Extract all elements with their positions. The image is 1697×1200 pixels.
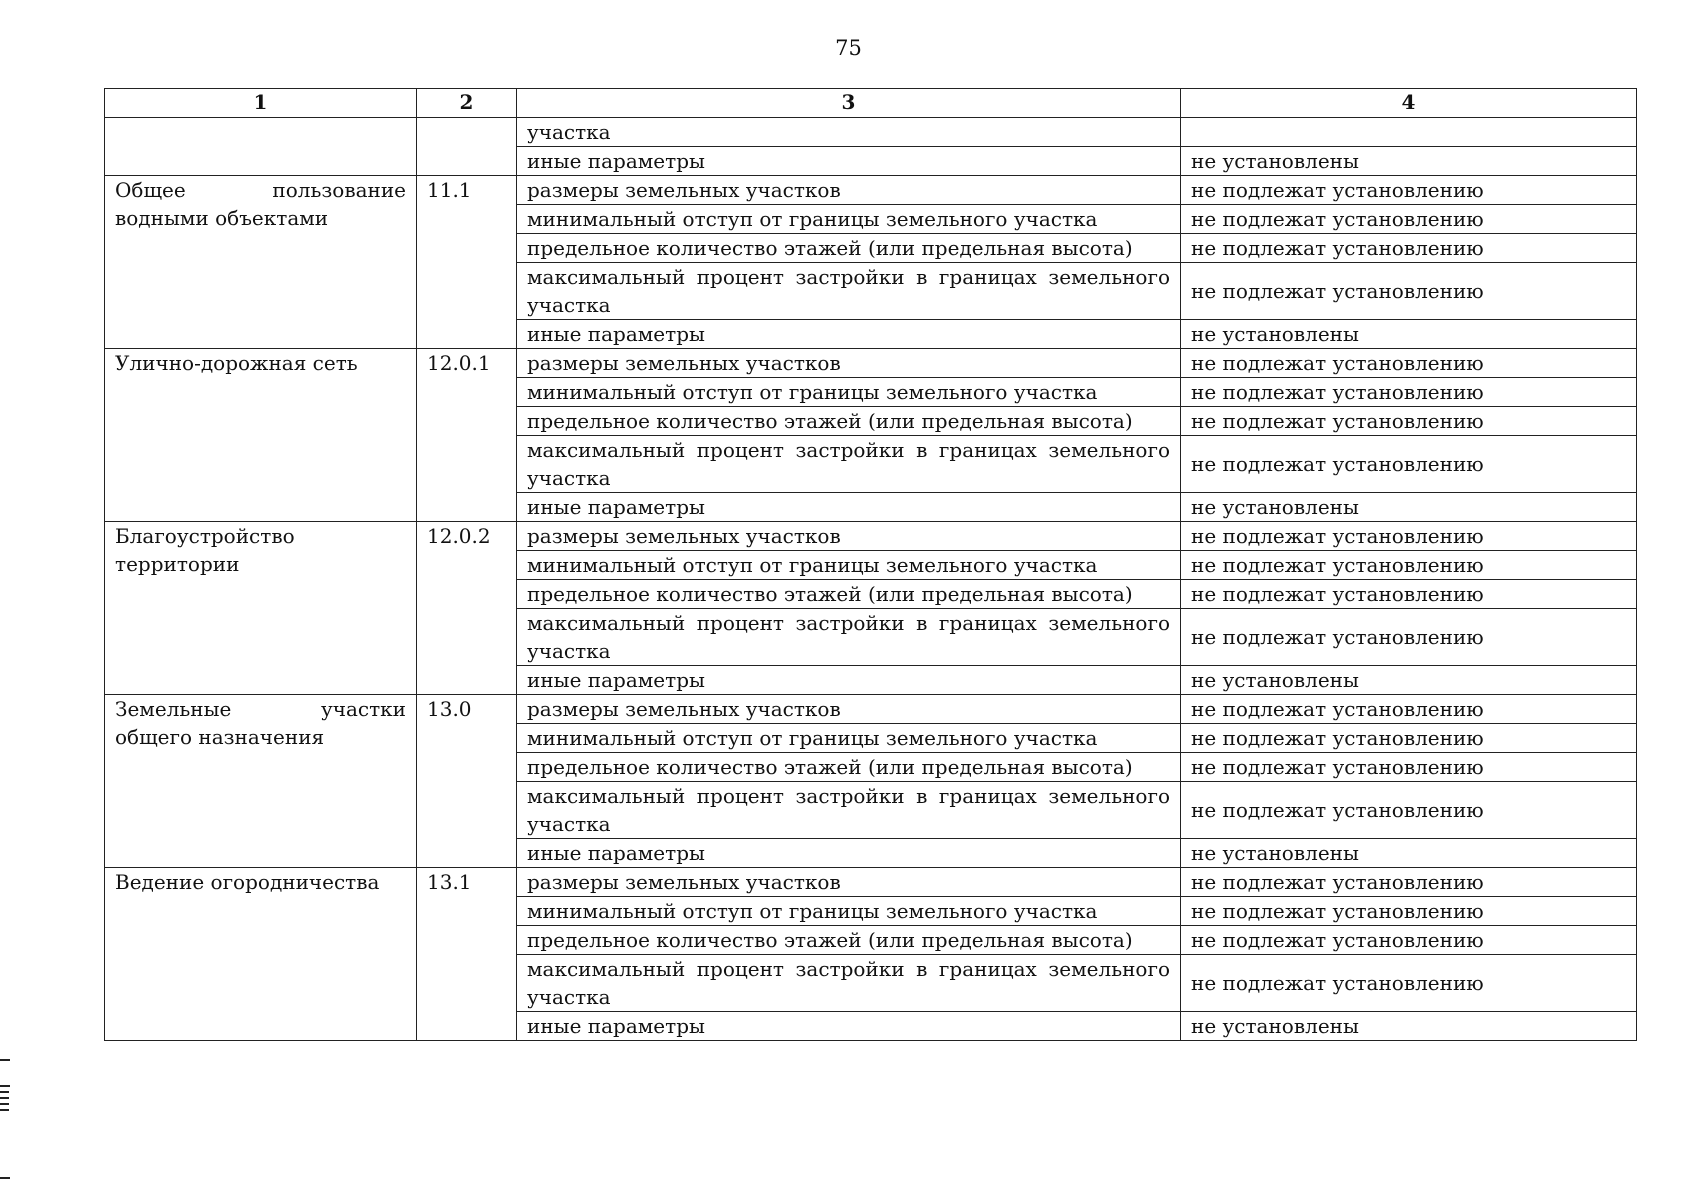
cell-parameter: предельное количество этажей (или предельная высота) xyxy=(517,407,1181,436)
scan-mark xyxy=(0,1097,9,1099)
cell-land-use-name: Улично-дорожная сеть xyxy=(105,349,417,522)
cell-land-use-code: 13.0 xyxy=(417,695,517,868)
scan-mark xyxy=(0,1103,9,1105)
cell-value: не подлежат установлению xyxy=(1181,378,1637,407)
scan-mark xyxy=(0,1109,9,1111)
cell-land-use-code: 12.0.2 xyxy=(417,522,517,695)
page-number: 75 xyxy=(835,36,862,60)
cell-value: не подлежат установлению xyxy=(1181,868,1637,897)
scan-mark xyxy=(0,1085,10,1087)
cell-parameter: размеры земельных участков xyxy=(517,522,1181,551)
cell-land-use-name: Ведение огородничества xyxy=(105,868,417,1041)
cell-parameter: максимальный процент застройки в границах земельного участка xyxy=(517,436,1181,493)
cell-value: не подлежат установлению xyxy=(1181,349,1637,378)
header-col-2: 2 xyxy=(417,89,517,118)
cell-parameter: размеры земельных участков xyxy=(517,868,1181,897)
table-row xyxy=(105,176,1637,205)
table-row xyxy=(105,118,1637,147)
cell-value: не установлены xyxy=(1181,839,1637,868)
scan-mark xyxy=(0,1177,10,1179)
cell-parameter: предельное количество этажей (или предельная высота) xyxy=(517,580,1181,609)
cell-value: не подлежат установлению xyxy=(1181,263,1637,320)
cell-value: не установлены xyxy=(1181,320,1637,349)
cell-parameter: иные параметры xyxy=(517,666,1181,695)
cell-parameter: минимальный отступ от границы земельного участка xyxy=(517,205,1181,234)
cell-value: не подлежат установлению xyxy=(1181,580,1637,609)
cell-parameter: иные параметры xyxy=(517,839,1181,868)
cell-value: не подлежат установлению xyxy=(1181,724,1637,753)
table-row xyxy=(105,522,1637,551)
table-row xyxy=(105,695,1637,724)
cell-value: не установлены xyxy=(1181,147,1637,176)
header-col-1: 1 xyxy=(105,89,417,118)
cell-value: не подлежат установлению xyxy=(1181,205,1637,234)
cell-parameter: предельное количество этажей (или предельная высота) xyxy=(517,753,1181,782)
cell-value: не установлены xyxy=(1181,666,1637,695)
cell-value: не подлежат установлению xyxy=(1181,407,1637,436)
cell-parameter: размеры земельных участков xyxy=(517,695,1181,724)
cell-parameter: иные параметры xyxy=(517,147,1181,176)
cell-parameter: предельное количество этажей (или предельная высота) xyxy=(517,234,1181,263)
scan-mark xyxy=(0,1059,10,1061)
cell-land-use-name: Земельные участки общего назначения xyxy=(105,695,417,868)
cell-land-use-code: 12.0.1 xyxy=(417,349,517,522)
cell-value: не подлежат установлению xyxy=(1181,753,1637,782)
scan-mark xyxy=(0,1091,9,1093)
cell-code-continued xyxy=(417,118,517,176)
cell-value: не установлены xyxy=(1181,493,1637,522)
table-header xyxy=(105,89,1637,118)
cell-value: не подлежат установлению xyxy=(1181,926,1637,955)
cell-value: не подлежат установлению xyxy=(1181,436,1637,493)
cell-value xyxy=(1181,118,1637,147)
cell-value: не подлежат установлению xyxy=(1181,782,1637,839)
header-row xyxy=(105,89,1637,118)
cell-value: не установлены xyxy=(1181,1012,1637,1041)
cell-value: не подлежат установлению xyxy=(1181,234,1637,263)
cell-parameter: предельное количество этажей (или предельная высота) xyxy=(517,926,1181,955)
cell-parameter: иные параметры xyxy=(517,493,1181,522)
regulations-table xyxy=(104,88,1637,1041)
table-row xyxy=(105,349,1637,378)
header-col-3: 3 xyxy=(517,89,1181,118)
cell-value: не подлежат установлению xyxy=(1181,609,1637,666)
cell-value: не подлежат установлению xyxy=(1181,955,1637,1012)
header-col-4: 4 xyxy=(1181,89,1637,118)
cell-parameter: минимальный отступ от границы земельного участка xyxy=(517,378,1181,407)
cell-land-use-name: Общее пользование водными объектами xyxy=(105,176,417,349)
table-body xyxy=(105,118,1637,1041)
cell-parameter: максимальный процент застройки в границах земельного участка xyxy=(517,609,1181,666)
cell-value: не подлежат установлению xyxy=(1181,695,1637,724)
cell-parameter: размеры земельных участков xyxy=(517,349,1181,378)
cell-value: не подлежат установлению xyxy=(1181,176,1637,205)
cell-parameter: максимальный процент застройки в границах земельного участка xyxy=(517,782,1181,839)
cell-land-use-code: 13.1 xyxy=(417,868,517,1041)
table-row xyxy=(105,868,1637,897)
cell-parameter: максимальный процент застройки в границах земельного участка xyxy=(517,263,1181,320)
cell-land-use-name: Благоустройство территории xyxy=(105,522,417,695)
cell-parameter: иные параметры xyxy=(517,1012,1181,1041)
cell-parameter: максимальный процент застройки в границах земельного участка xyxy=(517,955,1181,1012)
cell-parameter: размеры земельных участков xyxy=(517,176,1181,205)
cell-value: не подлежат установлению xyxy=(1181,522,1637,551)
cell-parameter: иные параметры xyxy=(517,320,1181,349)
cell-parameter: минимальный отступ от границы земельного участка xyxy=(517,897,1181,926)
cell-parameter: участка xyxy=(517,118,1181,147)
cell-parameter: минимальный отступ от границы земельного участка xyxy=(517,551,1181,580)
cell-land-use-code: 11.1 xyxy=(417,176,517,349)
cell-name-continued xyxy=(105,118,417,176)
cell-value: не подлежат установлению xyxy=(1181,551,1637,580)
cell-parameter: минимальный отступ от границы земельного участка xyxy=(517,724,1181,753)
cell-value: не подлежат установлению xyxy=(1181,897,1637,926)
